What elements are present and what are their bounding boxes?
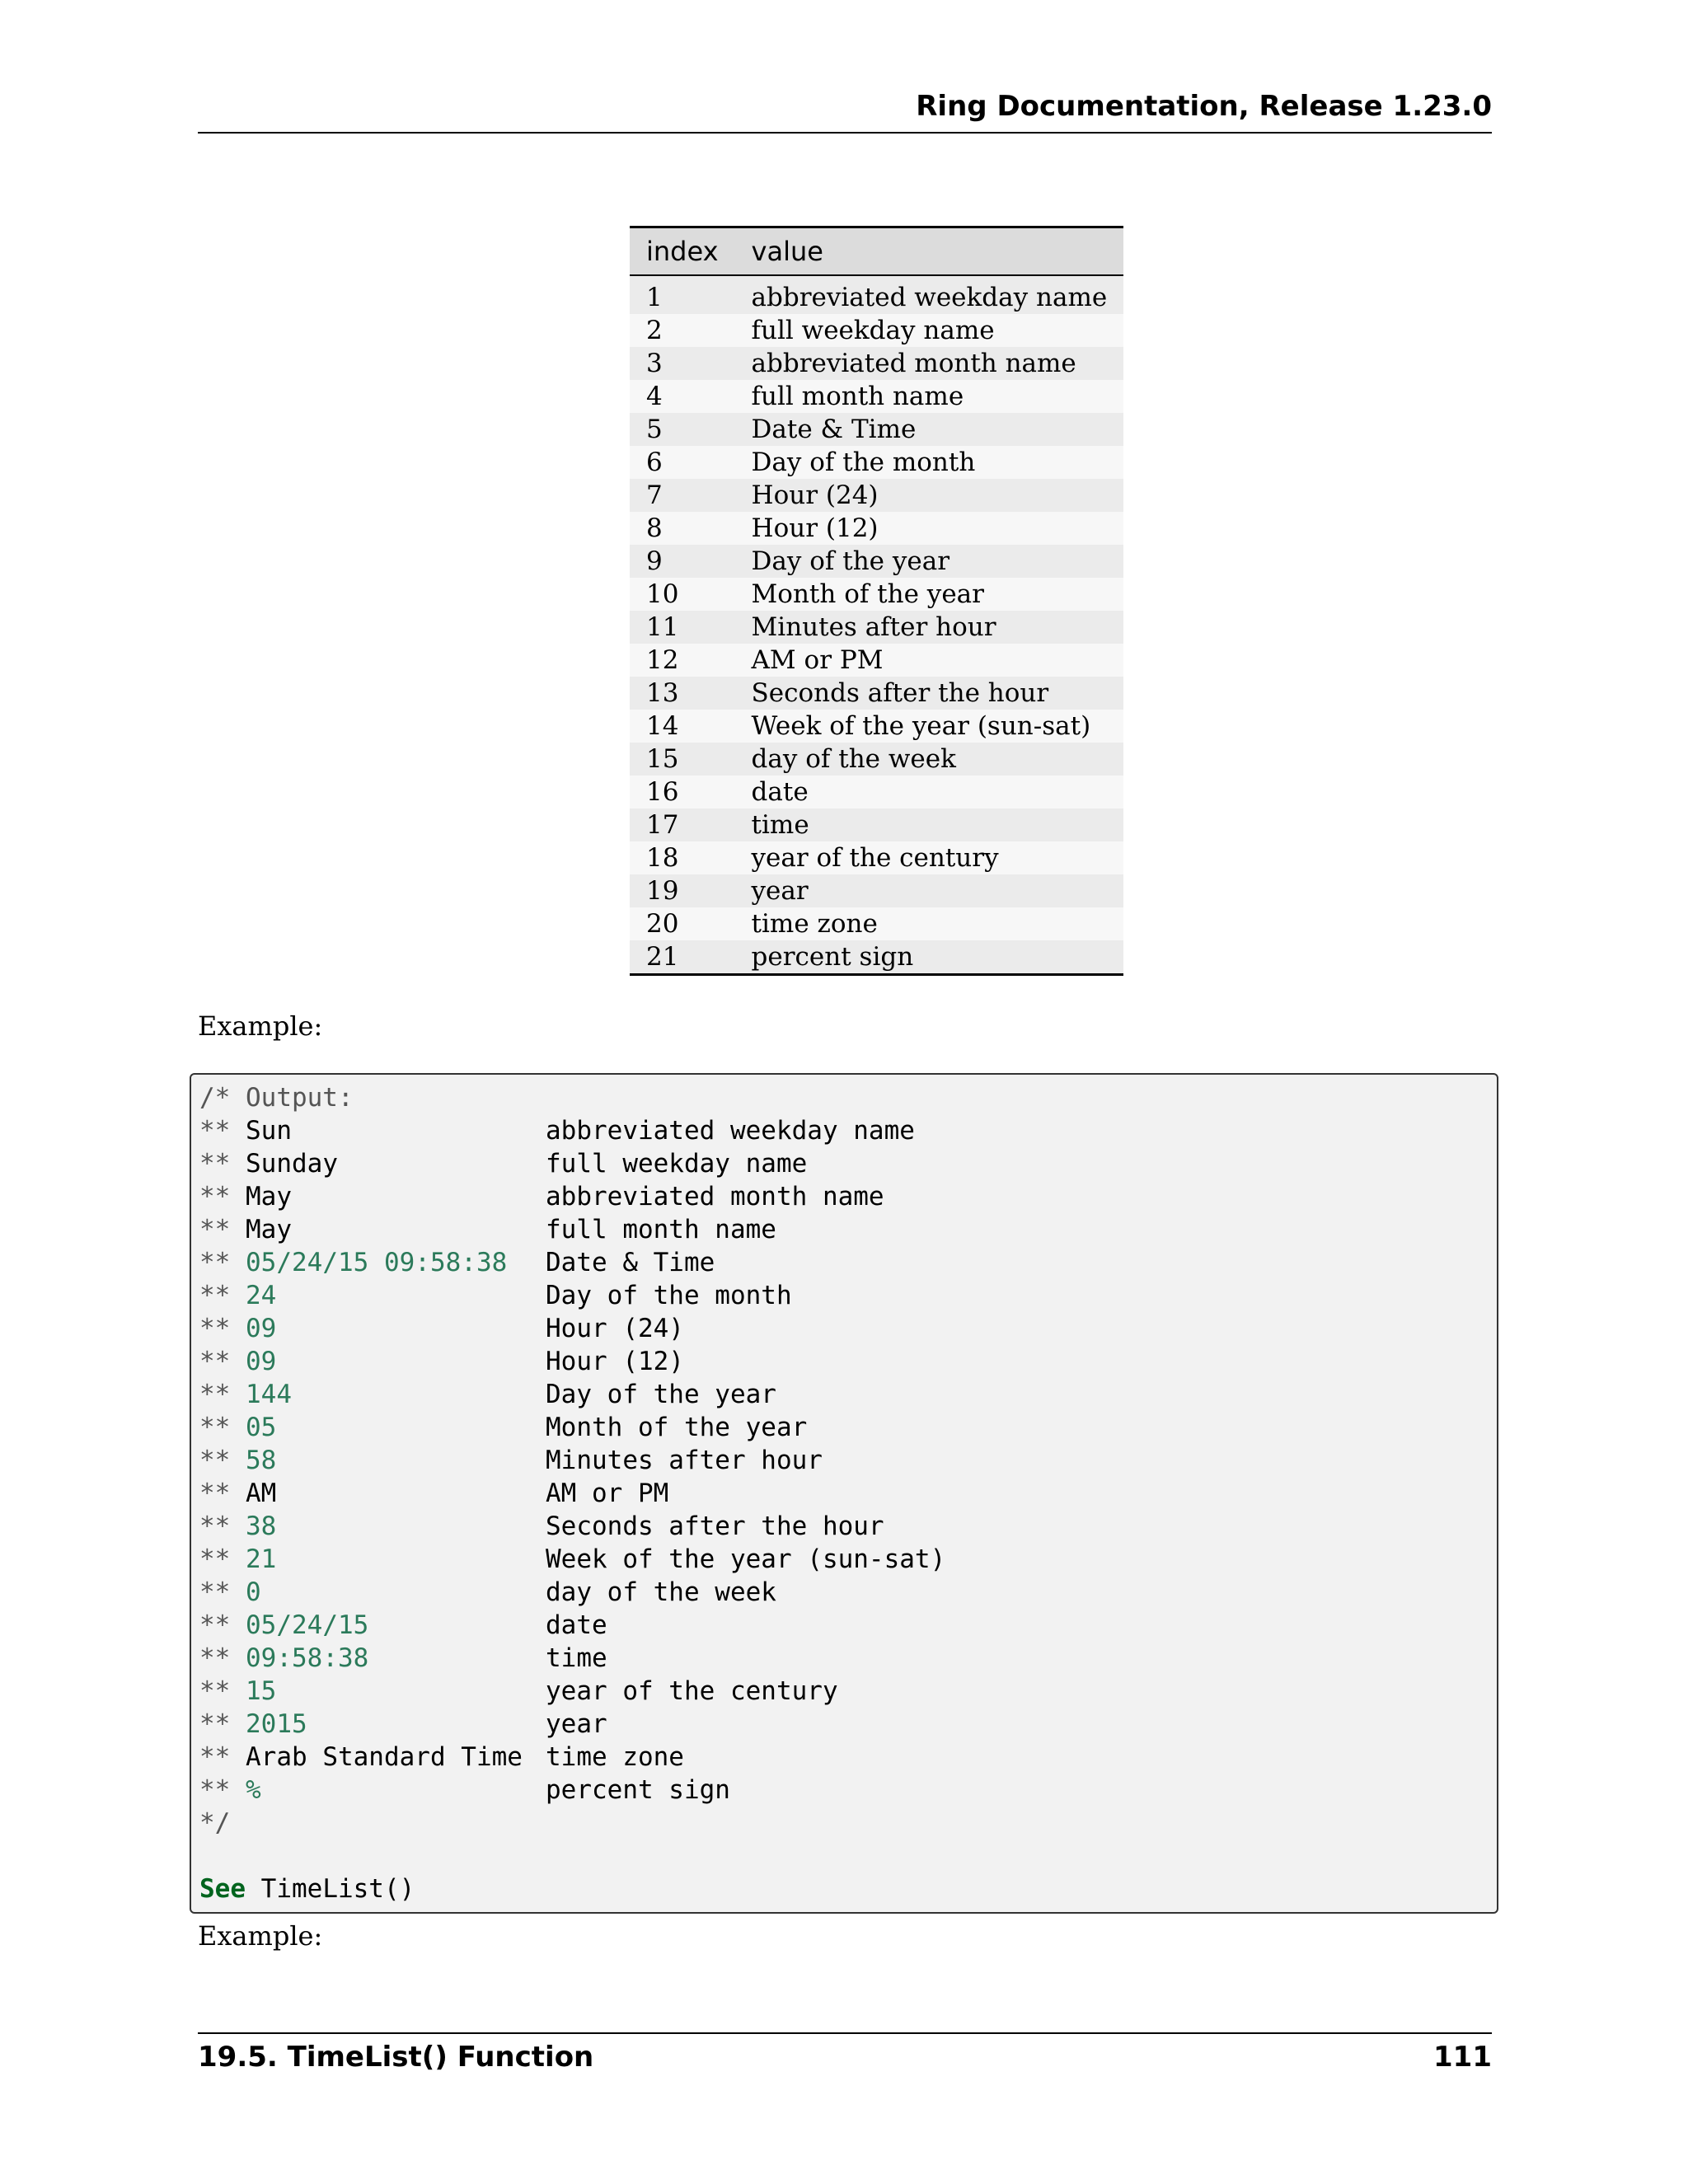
code-output [199,1246,507,1279]
output-description: abbreviated month name [546,1182,884,1212]
output-value: 09 [246,1314,277,1343]
comment-prefix: ** [199,1709,246,1739]
row-index: 18 [630,841,735,874]
row-value: percent sign [735,940,1124,975]
table-row [630,677,1123,710]
table-body [630,275,1123,975]
row-value: Seconds after the hour [735,677,1124,710]
comment-prefix: ** [199,1479,246,1508]
row-index: 1 [630,275,735,314]
row-index: 15 [630,743,735,776]
table-row [630,644,1123,677]
output-value: 05 [246,1413,277,1442]
footer-section: 19.5. TimeList() Function [198,2041,594,2074]
output-value: 05/24/15 [246,1610,369,1640]
comment-prefix: ** [199,1511,246,1541]
row-value: year [735,874,1124,907]
output-description: date [546,1610,607,1640]
row-value: Day of the year [735,545,1124,578]
code-output [199,1411,276,1444]
output-value: 21 [246,1544,277,1574]
table-row [630,841,1123,874]
table-row [630,347,1123,380]
output-description: year [546,1709,607,1739]
code-line [199,1576,1489,1609]
row-index: 21 [630,940,735,975]
page-footer [198,2032,1492,2074]
output-value: % [246,1775,261,1805]
table-row [630,545,1123,578]
code-line [199,1312,1489,1345]
comment-prefix: ** [199,1643,246,1673]
code-line [199,1114,1489,1147]
output-value: Sun [246,1116,292,1146]
code-line [199,1246,1489,1279]
table-row [630,940,1123,975]
comment-prefix: ** [199,1544,246,1574]
table-row [630,446,1123,479]
output-description: Date & Time [546,1248,715,1277]
code-blank-line [199,1840,1489,1872]
output-description: Hour (24) [546,1314,684,1343]
row-value: Week of the year (sun-sat) [735,710,1124,743]
row-value: AM or PM [735,644,1124,677]
row-index: 10 [630,578,735,611]
code-output [199,1444,276,1477]
code-line [199,1708,1489,1741]
comment-prefix: ** [199,1116,246,1146]
code-output [199,1345,276,1378]
comment-prefix: ** [199,1413,246,1442]
code-output [199,1609,368,1642]
code-output [199,1642,368,1675]
row-value: Month of the year [735,578,1124,611]
row-index: 7 [630,479,735,512]
row-value: abbreviated month name [735,347,1124,380]
row-value: abbreviated weekday name [735,275,1124,314]
row-value: full weekday name [735,314,1124,347]
output-value: 09 [246,1347,277,1376]
comment-prefix: ** [199,1742,246,1772]
output-value: 09:58:38 [246,1643,369,1673]
output-description: Seconds after the hour [546,1511,884,1541]
row-value: full month name [735,380,1124,413]
format-index-table [630,226,1123,976]
row-index: 14 [630,710,735,743]
table-row [630,776,1123,808]
code-output [199,1213,292,1246]
table-row [630,479,1123,512]
row-value: Minutes after hour [735,611,1124,644]
comment-prefix: ** [199,1281,246,1310]
code-output-lines [199,1114,1489,1807]
output-description: AM or PM [546,1479,669,1508]
code-line [199,1411,1489,1444]
output-description: year of the century [546,1676,838,1706]
comment-prefix: ** [199,1182,246,1212]
code-output [199,1576,261,1609]
output-description: time [546,1643,607,1673]
output-description: Minutes after hour [546,1446,823,1475]
code-output [199,1378,292,1411]
comment-prefix: ** [199,1610,246,1640]
output-value: May [246,1182,292,1212]
output-value: Sunday [246,1149,338,1179]
row-index: 5 [630,413,735,446]
row-index: 11 [630,611,735,644]
table-row [630,380,1123,413]
code-line [199,1213,1489,1246]
row-index: 12 [630,644,735,677]
table-row [630,275,1123,314]
comment-prefix: ** [199,1248,246,1277]
code-block [190,1073,1498,1914]
row-index: 6 [630,446,735,479]
code-output [199,1741,523,1774]
code-output [199,1510,276,1543]
row-value: year of the century [735,841,1124,874]
code-line [199,1774,1489,1807]
row-value: Hour (12) [735,512,1124,545]
table-row [630,710,1123,743]
code-comment-close: */ [199,1808,231,1838]
code-output [199,1774,261,1807]
code-line [199,1378,1489,1411]
code-output [199,1114,292,1147]
example-label-2: Example: [198,1920,323,1952]
output-description: Day of the month [546,1281,792,1310]
code-line [199,1510,1489,1543]
row-value: Date & Time [735,413,1124,446]
code-see-line [199,1872,1489,1905]
code-output [199,1477,276,1510]
page-number: 111 [1433,2041,1492,2074]
output-value: 24 [246,1281,277,1310]
code-output [199,1675,276,1708]
comment-prefix: ** [199,1380,246,1409]
code-output [199,1180,292,1213]
row-index: 9 [630,545,735,578]
row-index: 20 [630,907,735,940]
output-value: 2015 [246,1709,307,1739]
output-value: 0 [246,1577,261,1607]
example-label: Example: [198,1010,323,1042]
row-index: 4 [630,380,735,413]
output-description: time zone [546,1742,684,1772]
column-header-index: index [630,227,735,276]
table-row [630,611,1123,644]
code-comment-open: /* Output: [199,1083,354,1113]
table-row [630,314,1123,347]
comment-prefix: ** [199,1775,246,1805]
code-output [199,1147,338,1180]
see-keyword: See [199,1874,246,1904]
output-description: Month of the year [546,1413,808,1442]
see-call: TimeList() [246,1874,415,1904]
column-header-value: value [735,227,1124,276]
code-line [199,1279,1489,1312]
row-index: 8 [630,512,735,545]
table-row [630,413,1123,446]
output-description: full weekday name [546,1149,808,1179]
output-description: full month name [546,1215,776,1244]
code-line [199,1147,1489,1180]
code-line [199,1741,1489,1774]
code-line [199,1477,1489,1510]
output-value: 15 [246,1676,277,1706]
table-row [630,808,1123,841]
output-description: day of the week [546,1577,776,1607]
code-line [199,1609,1489,1642]
code-line [199,1675,1489,1708]
table-row [630,578,1123,611]
output-value: AM [246,1479,277,1508]
output-description: Hour (12) [546,1347,684,1376]
comment-prefix: ** [199,1314,246,1343]
comment-prefix: ** [199,1676,246,1706]
code-output [199,1279,276,1312]
table-row [630,743,1123,776]
output-description: Week of the year (sun-sat) [546,1544,946,1574]
row-value: Day of the month [735,446,1124,479]
table-header-row [630,227,1123,276]
code-line [199,1642,1489,1675]
row-value: time zone [735,907,1124,940]
code-line [199,1543,1489,1576]
comment-prefix: ** [199,1577,246,1607]
output-value: Arab Standard Time [246,1742,523,1772]
row-index: 19 [630,874,735,907]
code-output [199,1312,276,1345]
comment-prefix: ** [199,1446,246,1475]
output-value: 58 [246,1446,277,1475]
output-value: 05/24/15 09:58:38 [246,1248,508,1277]
output-value: 144 [246,1380,292,1409]
code-line [199,1345,1489,1378]
document-title: Ring Documentation, Release 1.23.0 [916,90,1492,123]
comment-prefix: ** [199,1347,246,1376]
row-value: time [735,808,1124,841]
output-value: May [246,1215,292,1244]
row-index: 13 [630,677,735,710]
code-output [199,1708,307,1741]
output-description: Day of the year [546,1380,776,1409]
row-value: date [735,776,1124,808]
table-row [630,512,1123,545]
table-row [630,907,1123,940]
row-index: 2 [630,314,735,347]
table-row [630,874,1123,907]
code-output [199,1543,276,1576]
row-index: 17 [630,808,735,841]
row-value: Hour (24) [735,479,1124,512]
row-index: 16 [630,776,735,808]
output-description: percent sign [546,1775,730,1805]
row-value: day of the week [735,743,1124,776]
output-value: 38 [246,1511,277,1541]
code-line [199,1180,1489,1213]
comment-prefix: ** [199,1215,246,1244]
code-line [199,1444,1489,1477]
row-index: 3 [630,347,735,380]
output-description: abbreviated weekday name [546,1116,915,1146]
comment-prefix: ** [199,1149,246,1179]
page-header [198,91,1492,134]
